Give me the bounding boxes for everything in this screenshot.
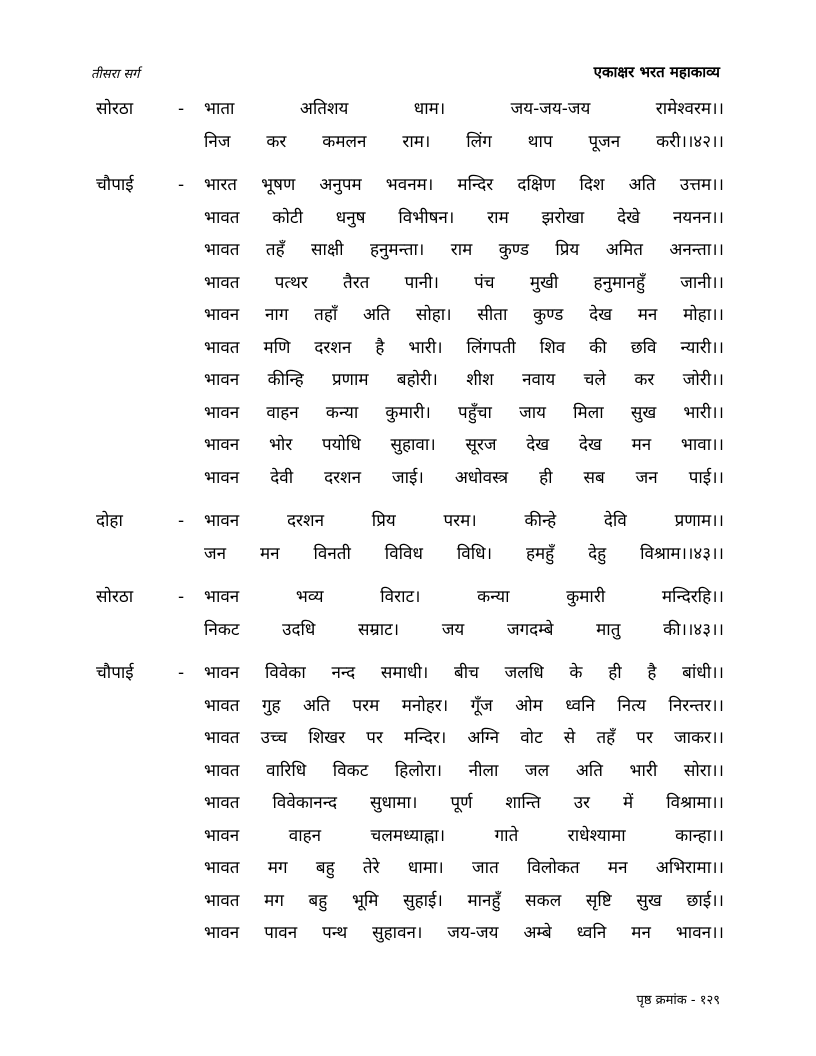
stanza-chaupai-2 (96, 657, 724, 950)
verse-row (96, 787, 724, 820)
separator-dash: - (178, 587, 185, 607)
verse-line: भावन भव्य विराट। कन्या कुमारी मन्दिरहि।। (204, 587, 724, 607)
verse-row (96, 397, 724, 430)
separator-dash: - (178, 663, 185, 683)
book-title: एकाक्षर भरत महाकाव्य (593, 63, 720, 81)
poem-body (96, 93, 724, 961)
verse-row (96, 538, 724, 571)
verse-line: भावत कोटी धनुष विभीषन। राम झरोखा देखे नयनन।। (204, 207, 724, 228)
page-header (91, 62, 720, 84)
verse-row (96, 657, 724, 690)
verse-row (96, 755, 724, 788)
separator-dash: - (178, 511, 185, 531)
verse-row (96, 364, 724, 397)
stanza-chaupai-1 (96, 169, 724, 494)
verse-line: भाता अतिशय धाम। जय-जय-जय रामेश्वरम।। (204, 99, 724, 119)
meter-label: दोहा (96, 511, 123, 531)
verse-line: भावन विवेका नन्द समाधी। बीच जलधि के ही है बांधी।। (204, 663, 724, 683)
meter-label: चौपाई (96, 663, 134, 683)
verse-line: निकट उदधि सम्राट। जय जगदम्बे मातु की।।४३।। (204, 619, 724, 640)
verse-row (96, 462, 724, 495)
verse-line: भावत पत्थर तैरत पानी। पंच मुखी हनुमानहुँ जानी।। (204, 272, 724, 293)
verse-line: भावत वारिधि विकट हिलोरा। नीला जल अति भारी सोरा।। (204, 760, 724, 781)
verse-row (96, 722, 724, 755)
verse-row (96, 126, 724, 159)
verse-line: भावन पावन पन्थ सुहावन। जय-जय अम्बे ध्वनि मन भावन।। (204, 923, 724, 943)
verse-line: भावत विवेकानन्द सुधामा। पूर्ण शान्ति उर में विश्रामा।। (204, 793, 724, 813)
verse-row (96, 852, 724, 885)
verse-row (96, 332, 724, 365)
verse-line: भावत मग बहु भूमि सुहाई। मानहुँ सकल सृष्टि सुख छाई।। (204, 890, 724, 911)
verse-line: भावत मग बहु तेरे धामा। जात विलोकत मन अभिरामा।। (204, 858, 724, 878)
verse-line: भावन वाहन कन्या कुमारी। पहुँचा जाय मिला सुख भारी।। (204, 402, 724, 423)
stanza-soratha-2 (96, 581, 724, 646)
verse-line: भावन कीन्हि प्रणाम बहोरी। शीश नवाय चले कर जोरी।। (204, 370, 724, 390)
verse-line: भारत भूषण अनुपम भवनम। मन्दिर दक्षिण दिश अति उत्तम।। (204, 175, 724, 195)
meter-label: सोरठा (96, 99, 134, 119)
stanza-doha (96, 505, 724, 570)
verse-row (96, 820, 724, 853)
verse-row (96, 581, 724, 614)
meter-label: चौपाई (96, 175, 134, 195)
verse-row (96, 505, 724, 538)
verse-row (96, 169, 724, 202)
stanza-soratha-1 (96, 93, 724, 158)
page-number: पृष्ठ क्रमांक - १२९ (636, 993, 720, 1008)
verse-line: भावत मणि दरशन है भारी। लिंगपती शिव की छवि न्यारी।। (204, 337, 724, 358)
verse-line: जन मन विनती विविध विधि। हमहुँ देहु विश्राम।।४३।। (204, 543, 724, 564)
verse-line: भावन भोर पयोधि सुहावा। सूरज देख देख मन भावा।। (204, 435, 724, 455)
verse-line: भावत तहँ साक्षी हनुमन्ता। राम कुण्ड प्रिय अमित अनन्ता।। (204, 240, 724, 260)
separator-dash: - (178, 99, 185, 119)
verse-row (96, 690, 724, 723)
verse-row (96, 614, 724, 647)
verse-row (96, 202, 724, 235)
verse-row (96, 234, 724, 267)
verse-line: भावन दरशन प्रिय परम। कीन्हे देवि प्रणाम।। (204, 511, 724, 531)
verse-row (96, 299, 724, 332)
verse-row (96, 267, 724, 300)
verse-row (96, 93, 724, 126)
chapter-title: तीसरा सर्ग (91, 67, 140, 82)
meter-label: सोरठा (96, 587, 134, 607)
verse-line: निज कर कमलन राम। लिंग थाप पूजन करी।।४२।। (204, 131, 724, 152)
verse-line: भावन नाग तहाँ अति सोहा। सीता कुण्ड देख मन मोहा।। (204, 305, 724, 325)
separator-dash: - (178, 175, 185, 195)
verse-row (96, 885, 724, 918)
verse-line: भावन देवी दरशन जाई। अधोवस्त्र ही सब जन पाई।। (204, 467, 724, 488)
verse-row (96, 917, 724, 950)
verse-line: भावत गुह अति परम मनोहर। गूँज ओम ध्वनि नित्य निरन्तर।। (204, 695, 724, 716)
verse-row (96, 429, 724, 462)
verse-line: भावत उच्च शिखर पर मन्दिर। अग्नि वोट से तहँ पर जाकर।। (204, 728, 724, 748)
verse-line: भावन वाहन चलमध्याह्ना। गाते राधेश्यामा कान्हा।। (204, 825, 724, 846)
